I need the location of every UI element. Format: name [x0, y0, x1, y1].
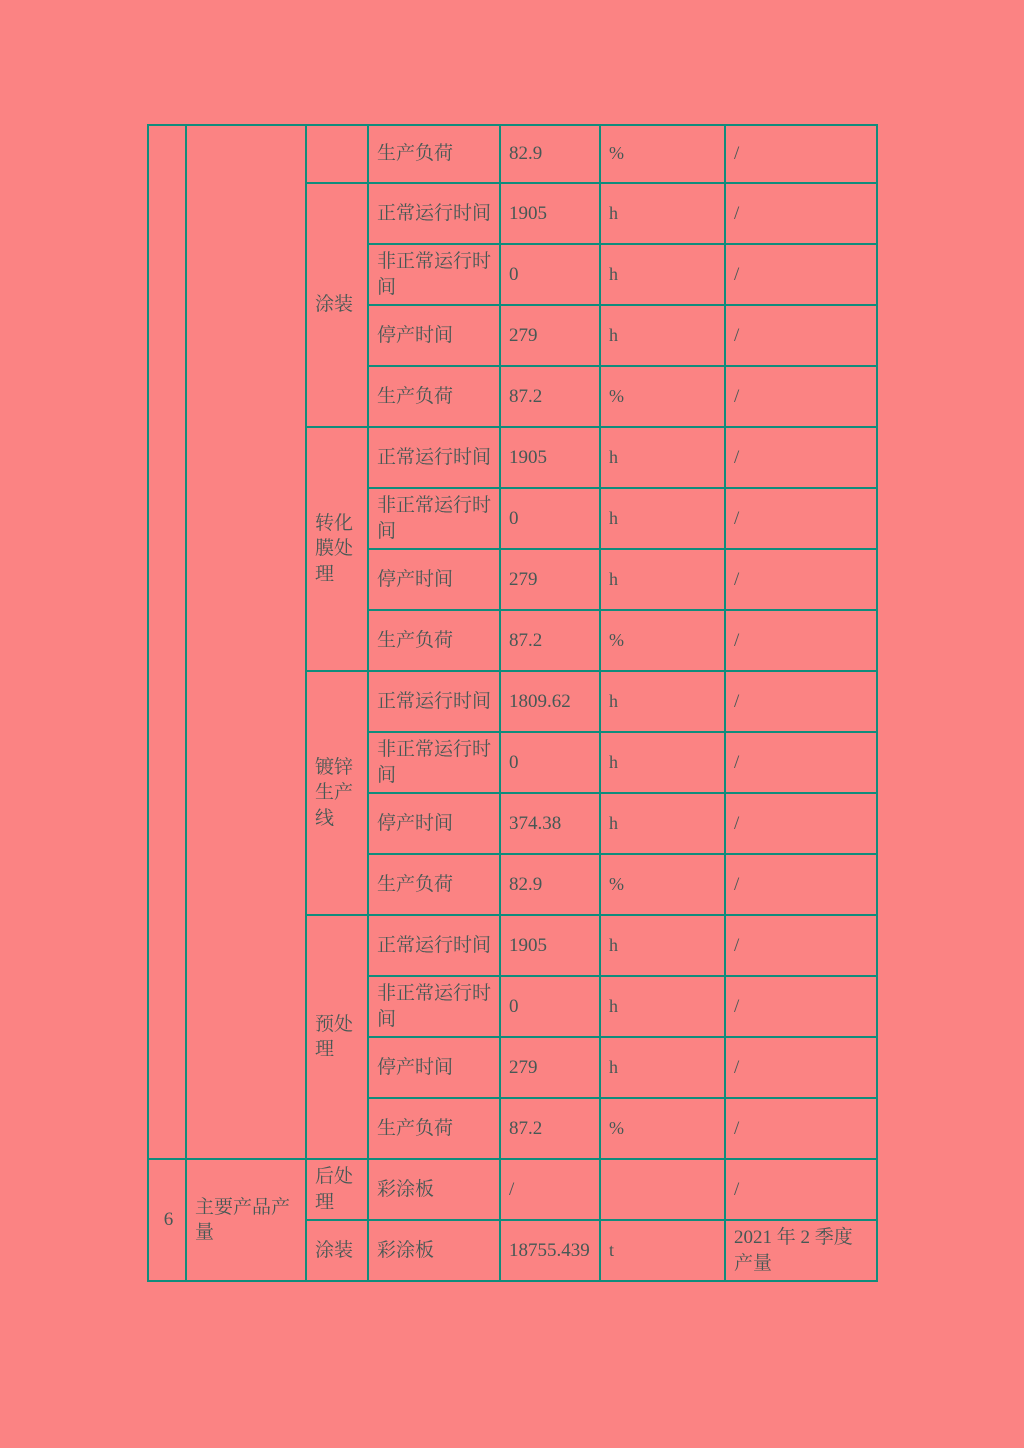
cell-row-number: [148, 125, 186, 1159]
cell-value: /: [500, 1159, 600, 1220]
cell-remark: /: [725, 305, 877, 366]
cell-unit: %: [600, 854, 725, 915]
cell-unit: h: [600, 183, 725, 244]
cell-unit: h: [600, 305, 725, 366]
cell-remark: /: [725, 183, 877, 244]
cell-metric: 停产时间: [368, 793, 500, 854]
cell-unit: h: [600, 793, 725, 854]
cell-production-line: [306, 125, 368, 183]
cell-remark: /: [725, 671, 877, 732]
cell-unit: h: [600, 976, 725, 1037]
cell-metric: 非正常运行时间: [368, 732, 500, 793]
cell-metric: 停产时间: [368, 549, 500, 610]
cell-production-line: 后处理: [306, 1159, 368, 1220]
cell-unit: [600, 1159, 725, 1220]
cell-metric: 生产负荷: [368, 854, 500, 915]
cell-unit: h: [600, 1037, 725, 1098]
cell-category: 主要产品产量: [186, 1159, 306, 1281]
cell-value: 82.9: [500, 854, 600, 915]
cell-remark: /: [725, 1098, 877, 1159]
cell-metric: 正常运行时间: [368, 183, 500, 244]
production-data-table: [147, 124, 878, 1282]
cell-metric: 生产负荷: [368, 610, 500, 671]
cell-unit: h: [600, 549, 725, 610]
cell-production-line: 镀锌生产线: [306, 671, 368, 915]
cell-unit: h: [600, 427, 725, 488]
cell-metric: 生产负荷: [368, 1098, 500, 1159]
cell-metric: 停产时间: [368, 1037, 500, 1098]
cell-metric: 非正常运行时间: [368, 976, 500, 1037]
cell-value: 1809.62: [500, 671, 600, 732]
cell-remark: /: [725, 366, 877, 427]
cell-unit: h: [600, 488, 725, 549]
cell-unit: %: [600, 1098, 725, 1159]
cell-production-line: 涂装: [306, 183, 368, 427]
cell-value: 0: [500, 732, 600, 793]
cell-metric: 停产时间: [368, 305, 500, 366]
cell-remark: /: [725, 427, 877, 488]
cell-metric: 正常运行时间: [368, 671, 500, 732]
cell-value: 279: [500, 305, 600, 366]
cell-metric: 生产负荷: [368, 125, 500, 183]
table-row: [148, 125, 877, 183]
cell-value: 82.9: [500, 125, 600, 183]
cell-unit: %: [600, 366, 725, 427]
cell-production-line: 预处理: [306, 915, 368, 1159]
cell-product: 彩涂板: [368, 1220, 500, 1281]
cell-value: 0: [500, 244, 600, 305]
cell-value: 87.2: [500, 1098, 600, 1159]
cell-remark: /: [725, 1159, 877, 1220]
cell-remark: /: [725, 915, 877, 976]
cell-remark: /: [725, 1037, 877, 1098]
cell-production-line: 涂装: [306, 1220, 368, 1281]
cell-unit: h: [600, 244, 725, 305]
cell-value: 0: [500, 976, 600, 1037]
cell-unit: t: [600, 1220, 725, 1281]
cell-remark: /: [725, 488, 877, 549]
cell-value: 87.2: [500, 610, 600, 671]
cell-value: 18755.439: [500, 1220, 600, 1281]
cell-value: 279: [500, 1037, 600, 1098]
cell-value: 1905: [500, 427, 600, 488]
cell-production-line: 转化膜处理: [306, 427, 368, 671]
cell-remark: /: [725, 976, 877, 1037]
cell-remark: /: [725, 549, 877, 610]
cell-value: 279: [500, 549, 600, 610]
cell-value: 374.38: [500, 793, 600, 854]
table-row: [148, 1159, 877, 1220]
cell-value: 87.2: [500, 366, 600, 427]
cell-remark: 2021 年 2 季度产量: [725, 1220, 877, 1281]
cell-remark: /: [725, 732, 877, 793]
cell-value: 0: [500, 488, 600, 549]
cell-unit: h: [600, 671, 725, 732]
cell-remark: /: [725, 610, 877, 671]
cell-remark: /: [725, 854, 877, 915]
cell-product: 彩涂板: [368, 1159, 500, 1220]
cell-unit: h: [600, 732, 725, 793]
cell-value: 1905: [500, 915, 600, 976]
cell-metric: 生产负荷: [368, 366, 500, 427]
cell-metric: 非正常运行时间: [368, 244, 500, 305]
cell-metric: 非正常运行时间: [368, 488, 500, 549]
cell-unit: %: [600, 610, 725, 671]
cell-remark: /: [725, 793, 877, 854]
cell-remark: /: [725, 244, 877, 305]
cell-category: [186, 125, 306, 1159]
cell-row-number: 6: [148, 1159, 186, 1281]
cell-value: 1905: [500, 183, 600, 244]
cell-remark: /: [725, 125, 877, 183]
cell-unit: %: [600, 125, 725, 183]
cell-metric: 正常运行时间: [368, 427, 500, 488]
cell-metric: 正常运行时间: [368, 915, 500, 976]
cell-unit: h: [600, 915, 725, 976]
